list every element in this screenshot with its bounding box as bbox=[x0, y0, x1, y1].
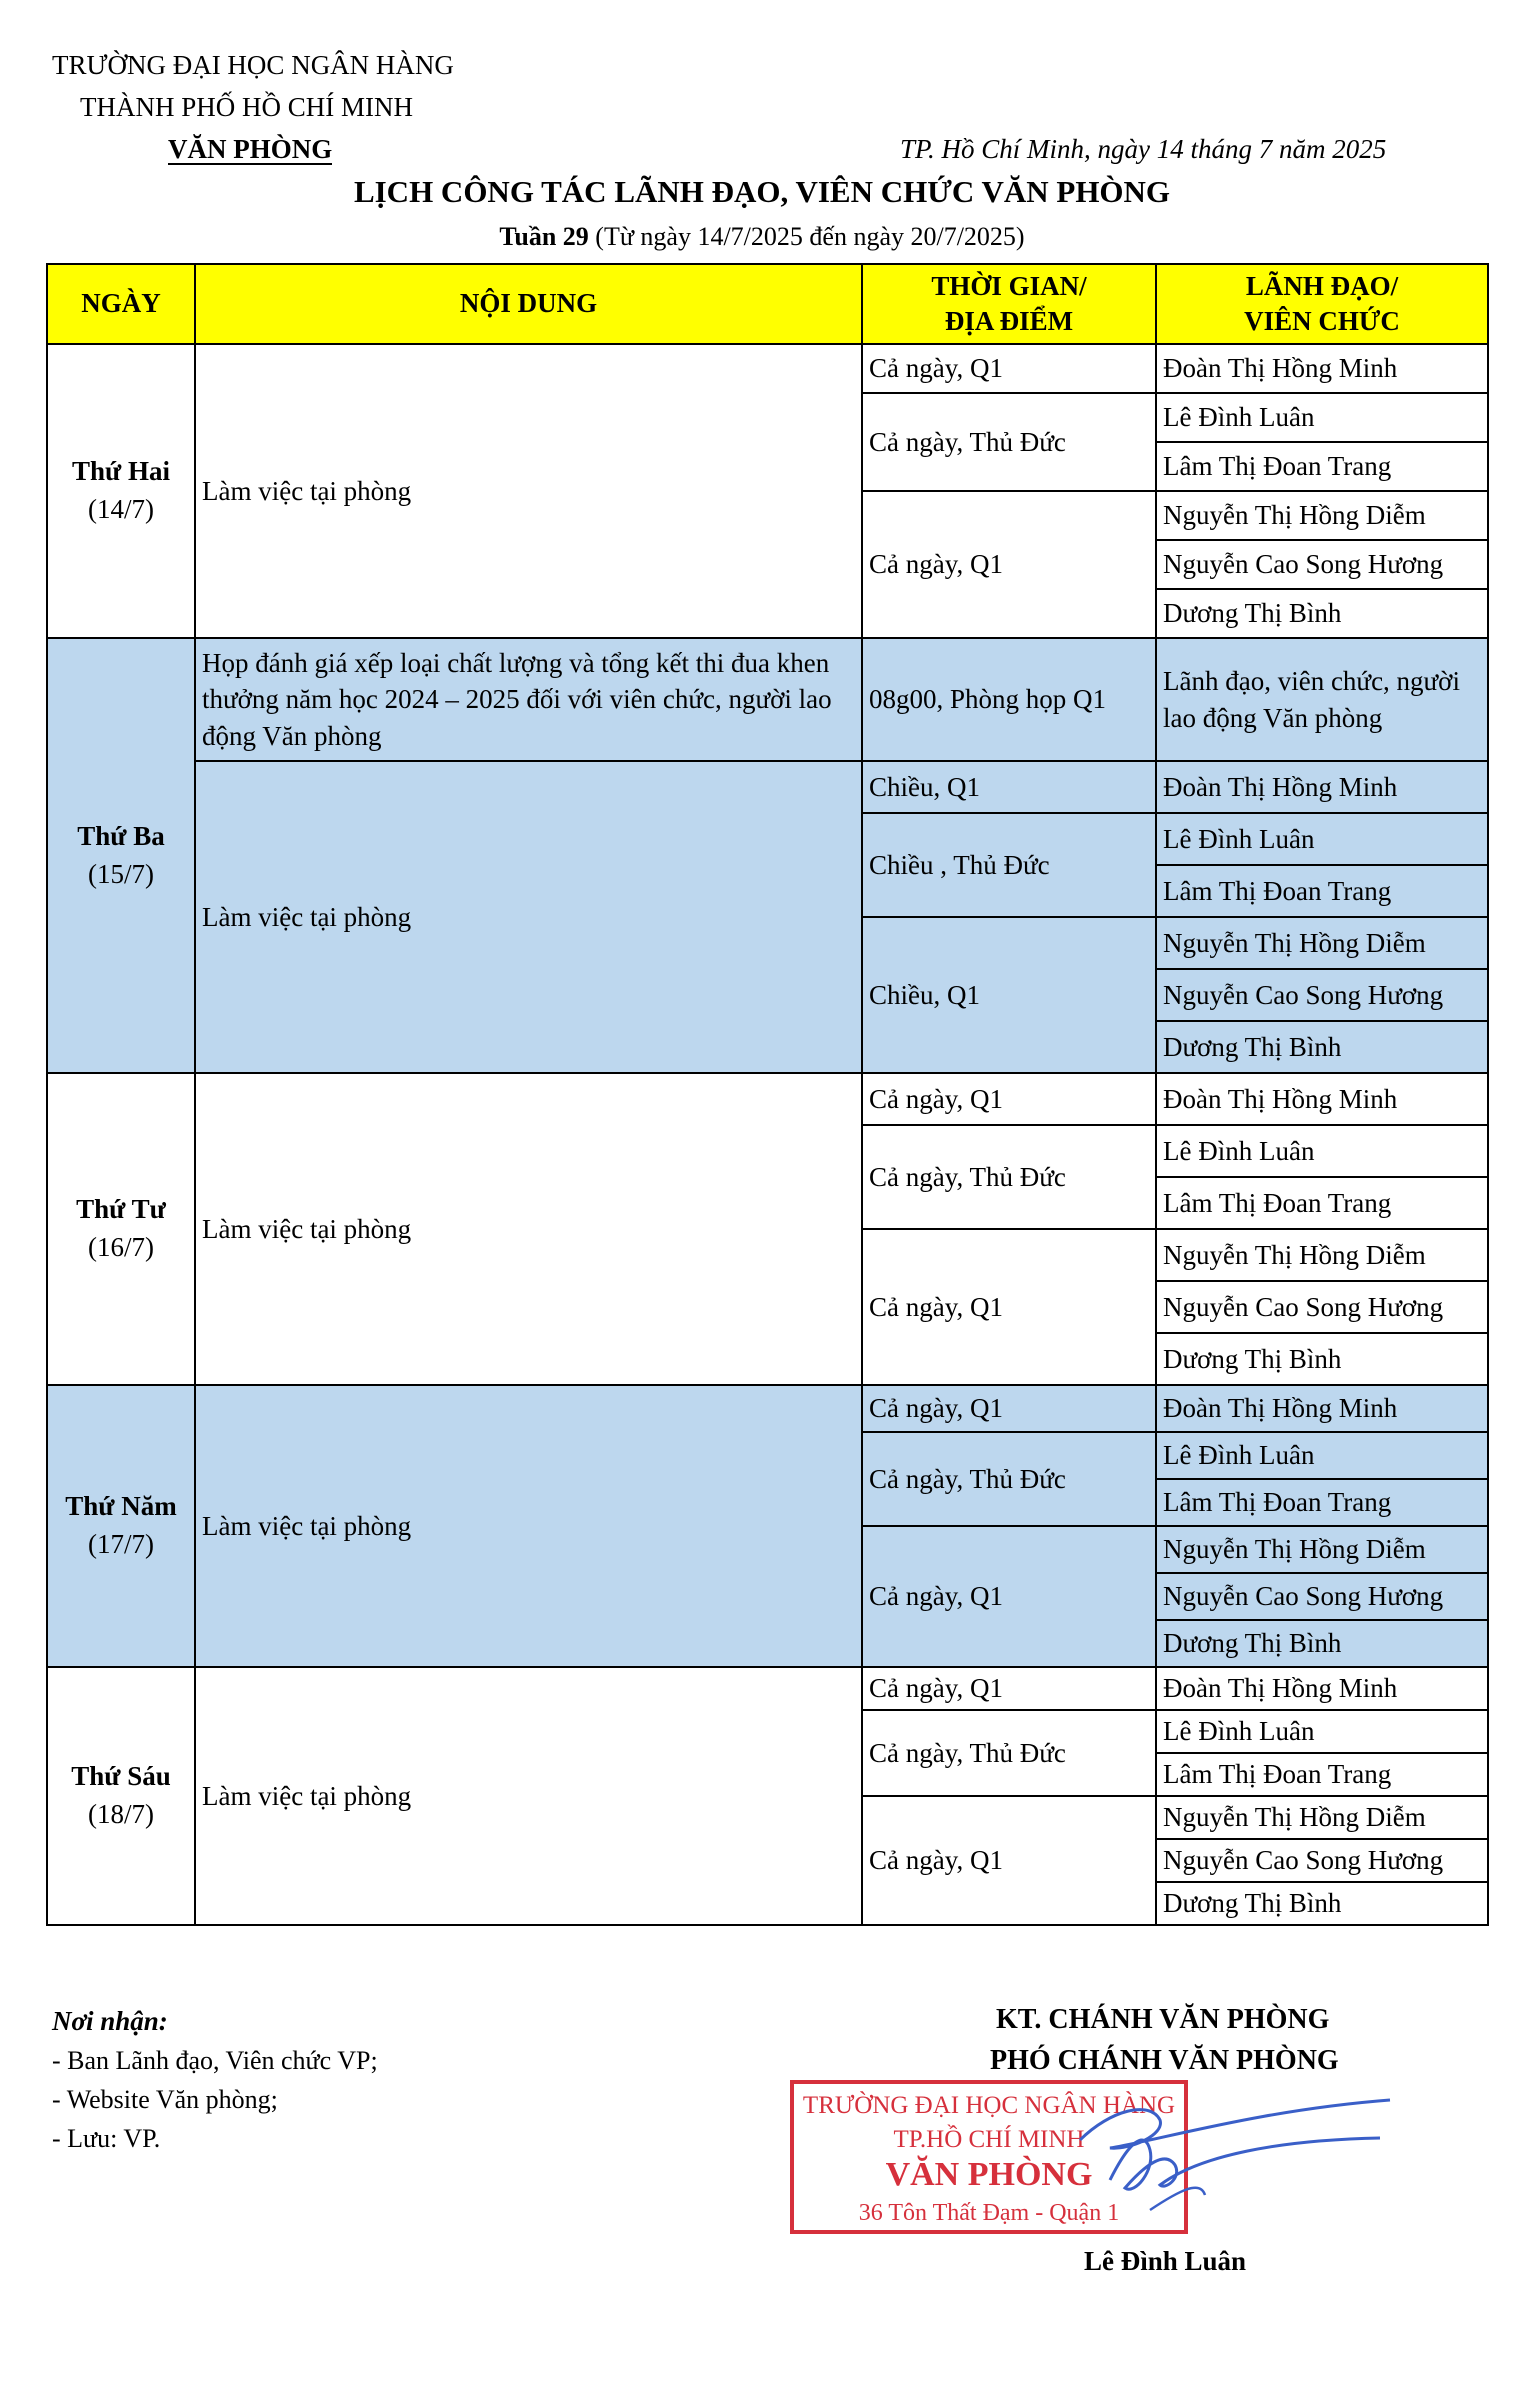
person-cell: Lê Đình Luân bbox=[1156, 1710, 1488, 1753]
person-cell: Nguyễn Thị Hồng Diễm bbox=[1156, 1526, 1488, 1573]
person-cell: Lâm Thị Đoan Trang bbox=[1156, 442, 1488, 491]
header-time-line2: ĐỊA ĐIỂM bbox=[944, 306, 1074, 336]
recipient-item: - Lưu: VP. bbox=[52, 2124, 161, 2153]
time-cell: Cả ngày, Q1 bbox=[862, 1667, 1156, 1710]
header-people bbox=[1156, 264, 1488, 344]
day-cell bbox=[47, 1667, 195, 1925]
person-cell: Lê Đình Luân bbox=[1156, 1432, 1488, 1479]
day-cell bbox=[47, 344, 195, 638]
person-cell: Đoàn Thị Hồng Minh bbox=[1156, 344, 1488, 393]
sign-title-line1: KT. CHÁNH VĂN PHÒNG bbox=[996, 2004, 1330, 2035]
day-name: Thứ Sáu bbox=[71, 1761, 171, 1792]
day-cell bbox=[47, 638, 195, 1073]
stamp-line4: 36 Tôn Thất Đạm - Quận 1 bbox=[858, 2200, 1120, 2226]
office-name-text: VĂN PHÒNG bbox=[168, 134, 333, 164]
header-time-line1: THỜI GIAN/ bbox=[931, 270, 1087, 301]
time-cell: Cả ngày, Thủ Đức bbox=[862, 393, 1156, 491]
person-cell: Lâm Thị Đoan Trang bbox=[1156, 1753, 1488, 1796]
stamp-line1: TRƯỜNG ĐẠI HỌC NGÂN HÀNG bbox=[802, 2092, 1176, 2119]
office-name bbox=[168, 134, 332, 165]
person-cell: Đoàn Thị Hồng Minh bbox=[1156, 1385, 1488, 1432]
content-cell: Làm việc tại phòng bbox=[195, 1385, 862, 1667]
day-name: Thứ Hai bbox=[72, 456, 170, 487]
table-row bbox=[47, 1385, 1488, 1432]
recipient-item: - Ban Lãnh đạo, Viên chức VP; bbox=[52, 2046, 378, 2075]
table-row bbox=[47, 638, 1488, 761]
date-line: TP. Hồ Chí Minh, ngày 14 tháng 7 năm 2025 bbox=[900, 134, 1387, 164]
time-cell: Cả ngày, Q1 bbox=[862, 1385, 1156, 1432]
person-cell: Đoàn Thị Hồng Minh bbox=[1156, 761, 1488, 813]
person-cell: Lâm Thị Đoan Trang bbox=[1156, 1479, 1488, 1526]
person-cell: Dương Thị Bình bbox=[1156, 1620, 1488, 1667]
time-cell: Cả ngày, Q1 bbox=[862, 1526, 1156, 1667]
stamp-line2: TP.HỒ CHÍ MINH bbox=[893, 2126, 1085, 2153]
person-cell: Dương Thị Bình bbox=[1156, 1021, 1488, 1073]
meeting-people: Lãnh đạo, viên chức, người lao động Văn phòng bbox=[1156, 638, 1488, 761]
time-cell: Cả ngày, Thủ Đức bbox=[862, 1710, 1156, 1796]
person-cell: Đoàn Thị Hồng Minh bbox=[1156, 1073, 1488, 1125]
person-cell: Nguyễn Thị Hồng Diễm bbox=[1156, 917, 1488, 969]
person-cell: Dương Thị Bình bbox=[1156, 1333, 1488, 1385]
time-cell: Cả ngày, Q1 bbox=[862, 1229, 1156, 1385]
person-cell: Lê Đình Luân bbox=[1156, 1125, 1488, 1177]
person-cell: Nguyễn Thị Hồng Diễm bbox=[1156, 1229, 1488, 1281]
header-people-line2: VIÊN CHỨC bbox=[1244, 306, 1400, 336]
day-date: (17/7) bbox=[88, 1529, 154, 1559]
handwritten-signature bbox=[960, 2070, 1400, 2230]
person-cell: Nguyễn Cao Song Hương bbox=[1156, 1839, 1488, 1882]
header-people-line1: LÃNH ĐẠO/ bbox=[1245, 270, 1399, 301]
table-row bbox=[47, 761, 1488, 813]
day-date: (18/7) bbox=[88, 1799, 154, 1829]
time-cell: Cả ngày, Q1 bbox=[862, 1796, 1156, 1925]
person-cell: Nguyễn Cao Song Hương bbox=[1156, 969, 1488, 1021]
week-subtitle bbox=[0, 222, 1524, 252]
time-cell: Cả ngày, Thủ Đức bbox=[862, 1125, 1156, 1229]
person-cell: Dương Thị Bình bbox=[1156, 1882, 1488, 1925]
time-cell: Chiều , Thủ Đức bbox=[862, 813, 1156, 917]
org-name-line2: THÀNH PHỐ HỒ CHÍ MINH bbox=[80, 92, 413, 122]
day-name: Thứ Năm bbox=[65, 1491, 177, 1522]
document-title: LỊCH CÔNG TÁC LÃNH ĐẠO, VIÊN CHỨC VĂN PHÒNG bbox=[353, 174, 1171, 209]
day-date: (16/7) bbox=[88, 1232, 154, 1262]
recipient-item: - Website Văn phòng; bbox=[52, 2085, 278, 2114]
sign-title-line2: PHÓ CHÁNH VĂN PHÒNG bbox=[990, 2045, 1339, 2076]
person-cell: Lâm Thị Đoan Trang bbox=[1156, 865, 1488, 917]
day-name: Thứ Ba bbox=[77, 820, 165, 851]
week-range: (Từ ngày 14/7/2025 đến ngày 20/7/2025) bbox=[588, 222, 1025, 251]
day-cell bbox=[47, 1073, 195, 1385]
person-cell: Lê Đình Luân bbox=[1156, 393, 1488, 442]
org-name-line1: TRƯỜNG ĐẠI HỌC NGÂN HÀNG bbox=[52, 50, 454, 80]
content-cell: Làm việc tại phòng bbox=[195, 761, 862, 1073]
person-cell: Lâm Thị Đoan Trang bbox=[1156, 1177, 1488, 1229]
time-cell: Cả ngày, Q1 bbox=[862, 491, 1156, 638]
person-cell: Đoàn Thị Hồng Minh bbox=[1156, 1667, 1488, 1710]
table-header-row bbox=[47, 264, 1488, 344]
person-cell: Dương Thị Bình bbox=[1156, 589, 1488, 638]
person-cell: Nguyễn Thị Hồng Diễm bbox=[1156, 491, 1488, 540]
time-cell: Cả ngày, Q1 bbox=[862, 344, 1156, 393]
header-content: NỘI DUNG bbox=[195, 264, 862, 344]
meeting-content: Họp đánh giá xếp loại chất lượng và tổng kết thi đua khen thưởng năm học 2024 – 2025 đối với viên chức, người lao động Văn phòng bbox=[195, 638, 862, 761]
person-cell: Nguyễn Cao Song Hương bbox=[1156, 540, 1488, 589]
schedule-body bbox=[47, 344, 1488, 1925]
table-row bbox=[47, 1073, 1488, 1125]
day-name: Thứ Tư bbox=[76, 1194, 166, 1225]
table-row bbox=[47, 1667, 1488, 1710]
time-cell: Chiều, Q1 bbox=[862, 761, 1156, 813]
person-cell: Lê Đình Luân bbox=[1156, 813, 1488, 865]
person-cell: Nguyễn Thị Hồng Diễm bbox=[1156, 1796, 1488, 1839]
time-cell: Chiều, Q1 bbox=[862, 917, 1156, 1073]
week-number: Tuần 29 bbox=[499, 222, 589, 251]
table-row bbox=[47, 344, 1488, 393]
day-cell bbox=[47, 1385, 195, 1667]
content-cell: Làm việc tại phòng bbox=[195, 1667, 862, 1925]
signer-name: Lê Đình Luân bbox=[1084, 2246, 1247, 2276]
header-day: NGÀY bbox=[47, 264, 195, 344]
person-cell: Nguyễn Cao Song Hương bbox=[1156, 1281, 1488, 1333]
content-cell: Làm việc tại phòng bbox=[195, 1073, 862, 1385]
meeting-time: 08g00, Phòng họp Q1 bbox=[862, 638, 1156, 761]
day-date: (15/7) bbox=[88, 858, 154, 889]
time-cell: Cả ngày, Q1 bbox=[862, 1073, 1156, 1125]
person-cell: Nguyễn Cao Song Hương bbox=[1156, 1573, 1488, 1620]
stamp-line3: VĂN PHÒNG bbox=[885, 2156, 1093, 2193]
schedule-table bbox=[46, 263, 1489, 1926]
time-cell: Cả ngày, Thủ Đức bbox=[862, 1432, 1156, 1526]
recipients-title: Nơi nhận: bbox=[52, 2006, 168, 2036]
header-time bbox=[862, 264, 1156, 344]
day-date: (14/7) bbox=[88, 494, 154, 524]
content-cell: Làm việc tại phòng bbox=[195, 344, 862, 638]
